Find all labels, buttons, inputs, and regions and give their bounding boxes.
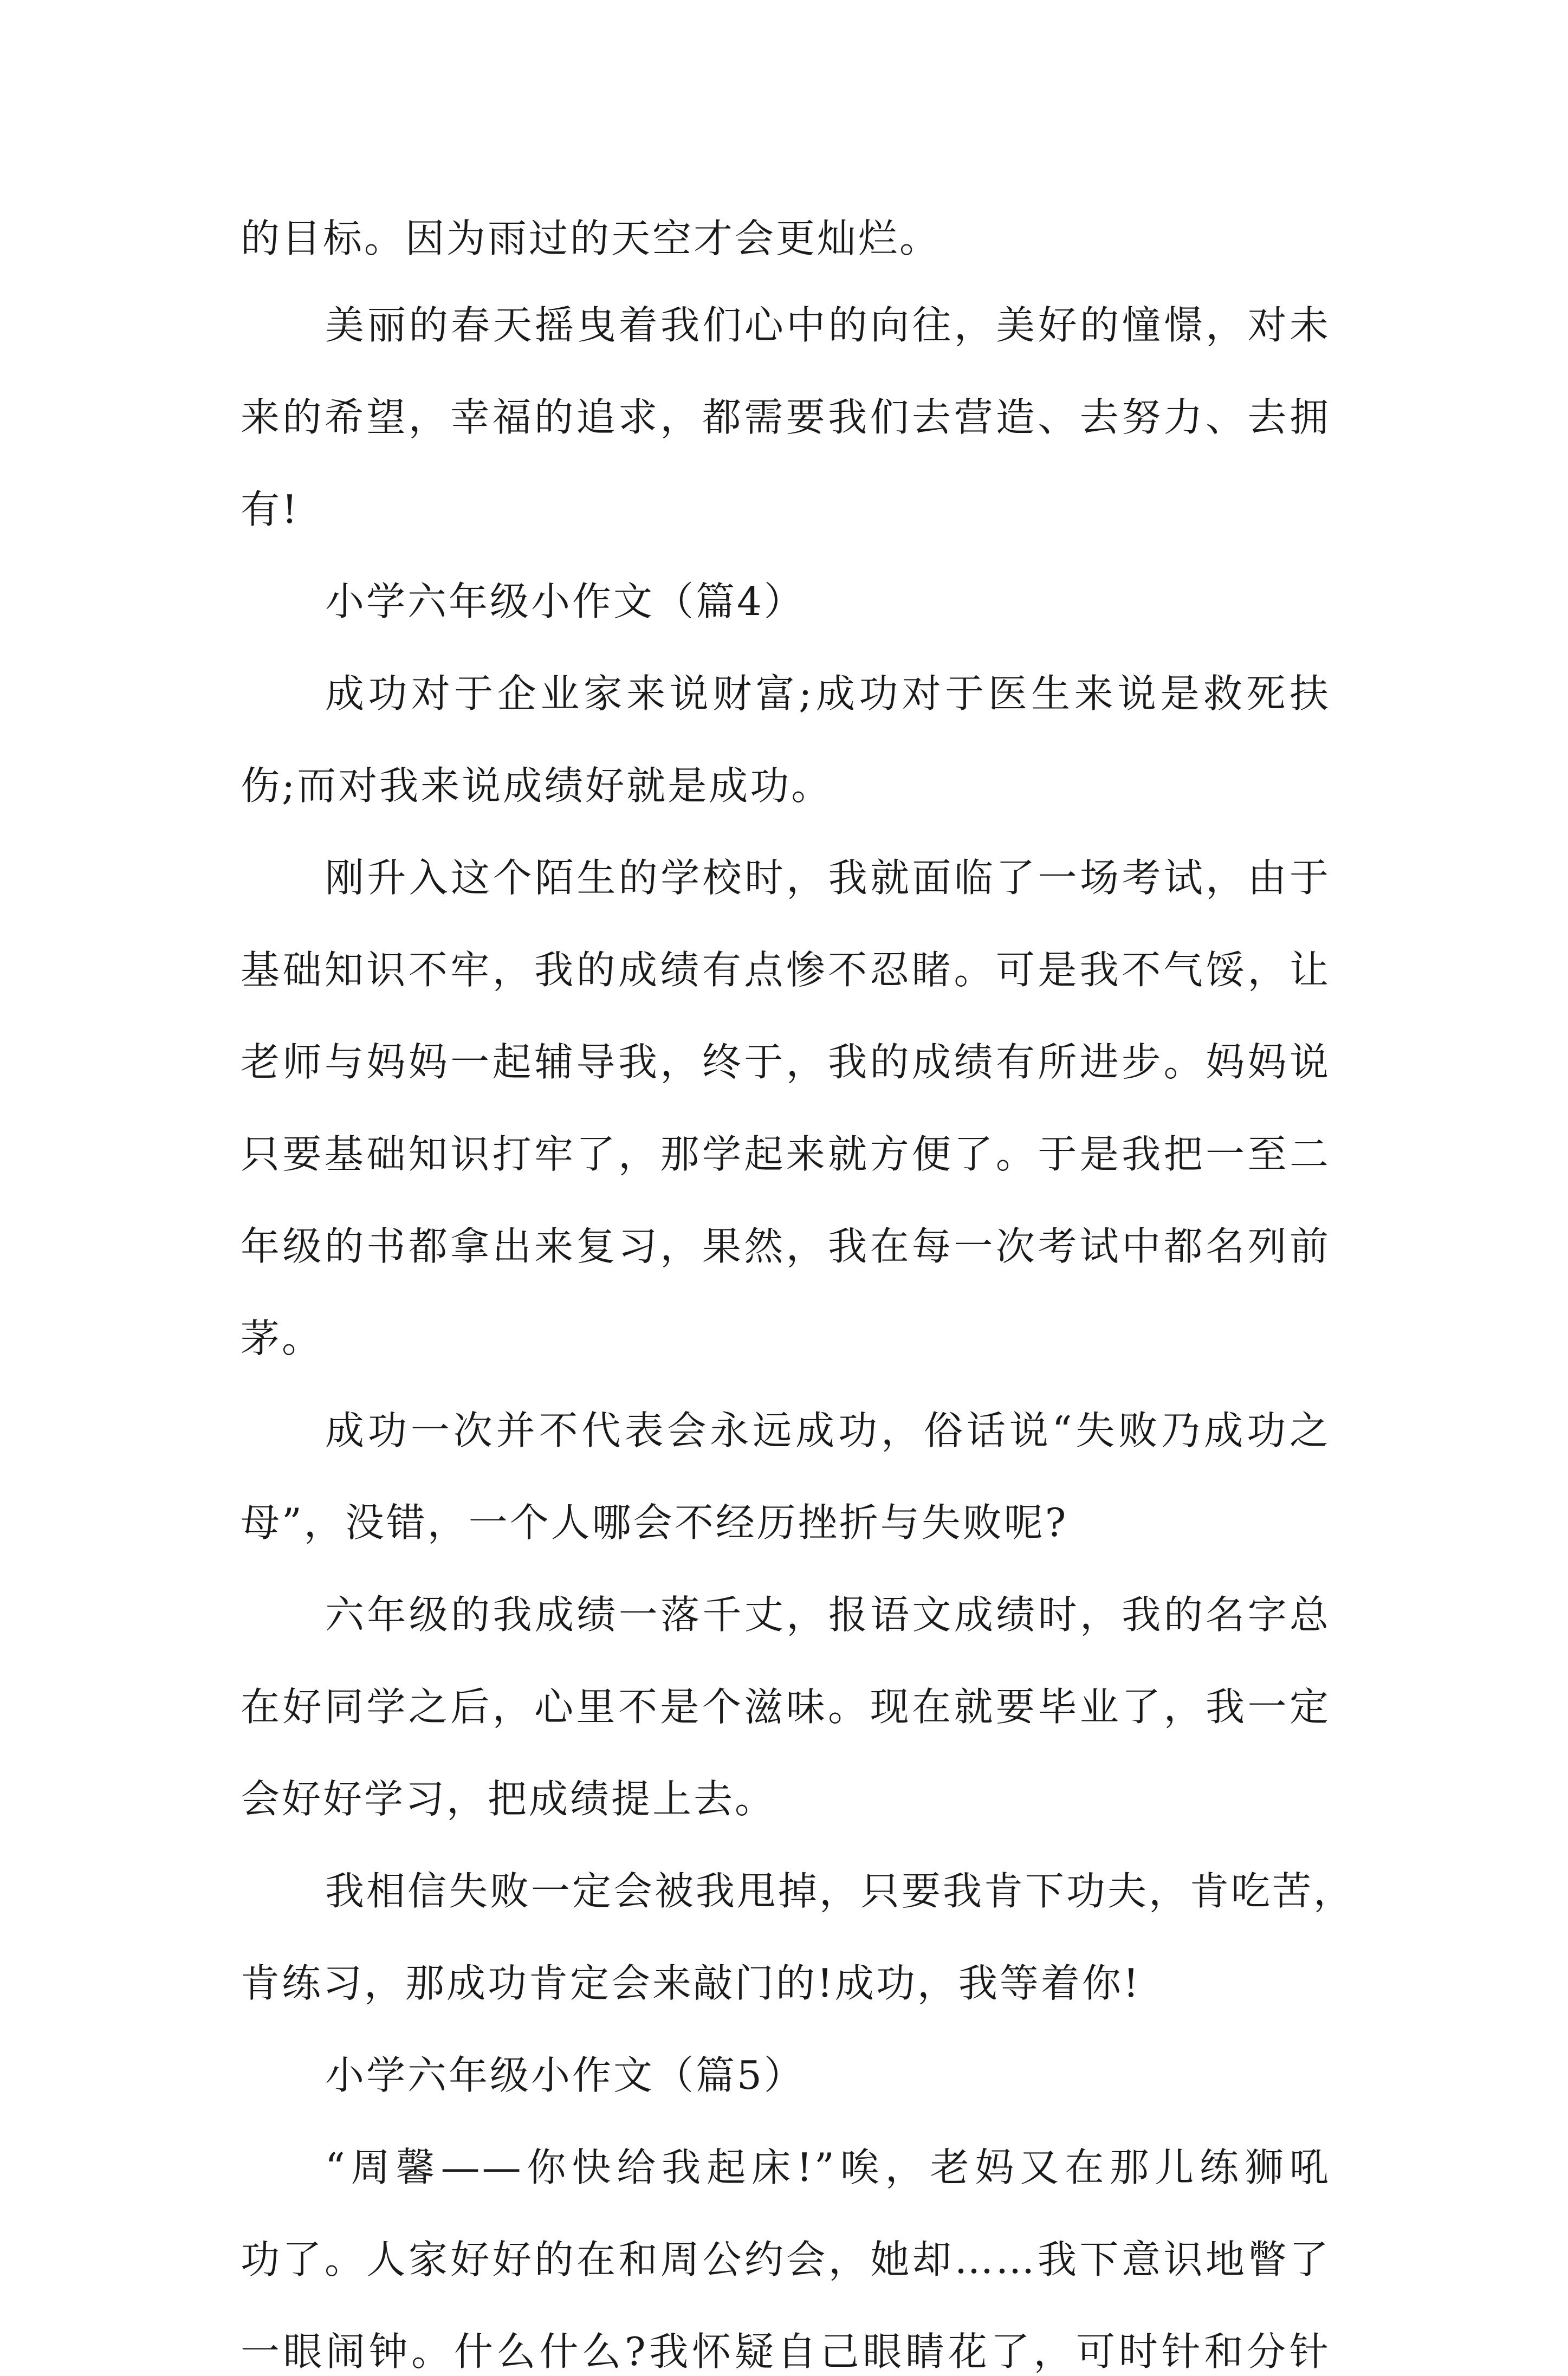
text-line: 母”，没错，一个人哪会不经历挫折与失败呢? [241,1500,1068,1545]
text-line: 在好同学之后，心里不是个滋味。现在就要毕业了，我一定 [241,1684,1331,1730]
text-line: 基础知识不牢，我的成绩有点惨不忍睹。可是我不气馁，让 [241,947,1331,993]
text-line: 的目标。因为雨过的天空才会更灿烂。 [241,216,941,261]
text-line: 有! [241,487,300,532]
text-line: 六年级的我成绩一落千丈，报语文成绩时，我的名字总 [325,1592,1331,1637]
text-line: 功了。人家好好的在和周公约会，她却……我下意识地瞥了 [241,2237,1331,2282]
text-line: 会好好学习，把成绩提上去。 [241,1776,776,1822]
text-line: 只要基础知识打牢了，那学起来就方便了。于是我把一至二 [241,1131,1331,1177]
text-line: 老师与妈妈一起辅导我，终于，我的成绩有所进步。妈妈说 [241,1039,1331,1085]
text-line: 肯练习，那成功肯定会来敲门的!成功，我等着你! [241,1960,1141,2006]
section-heading: 小学六年级小作文（篇4） [325,579,805,624]
text-line: 我相信失败一定会被我甩掉，只要我肯下功夫，肯吃苦， [325,1868,1355,1914]
text-line: 美丽的春天摇曳着我们心中的向往，美好的憧憬，对未 [325,302,1331,348]
text-line: 成功一次并不代表会永远成功，俗话说“失败乃成功之 [325,1408,1331,1453]
text-line: 刚升入这个陌生的学校时，我就面临了一场考试，由于 [325,855,1331,901]
text-line: 茅。 [241,1316,323,1361]
text-line: 伤;而对我来说成绩好就是成功。 [241,763,833,808]
text-line: “周馨——你快给我起床!”唉，老妈又在那儿练狮吼 [325,2145,1331,2190]
text-line: 年级的书都拿出来复习，果然，我在每一次考试中都名列前 [241,1223,1331,1269]
section-heading: 小学六年级小作文（篇5） [325,2053,805,2098]
text-line: 一眼闹钟。什么什么?我怀疑自己眼睛花了，可时针和分针 [241,2329,1331,2374]
text-line: 来的希望，幸福的追求，都需要我们去营造、去努力、去拥 [241,394,1331,440]
text-line: 成功对于企业家来说财富;成功对于医生来说是救死扶 [325,671,1331,716]
